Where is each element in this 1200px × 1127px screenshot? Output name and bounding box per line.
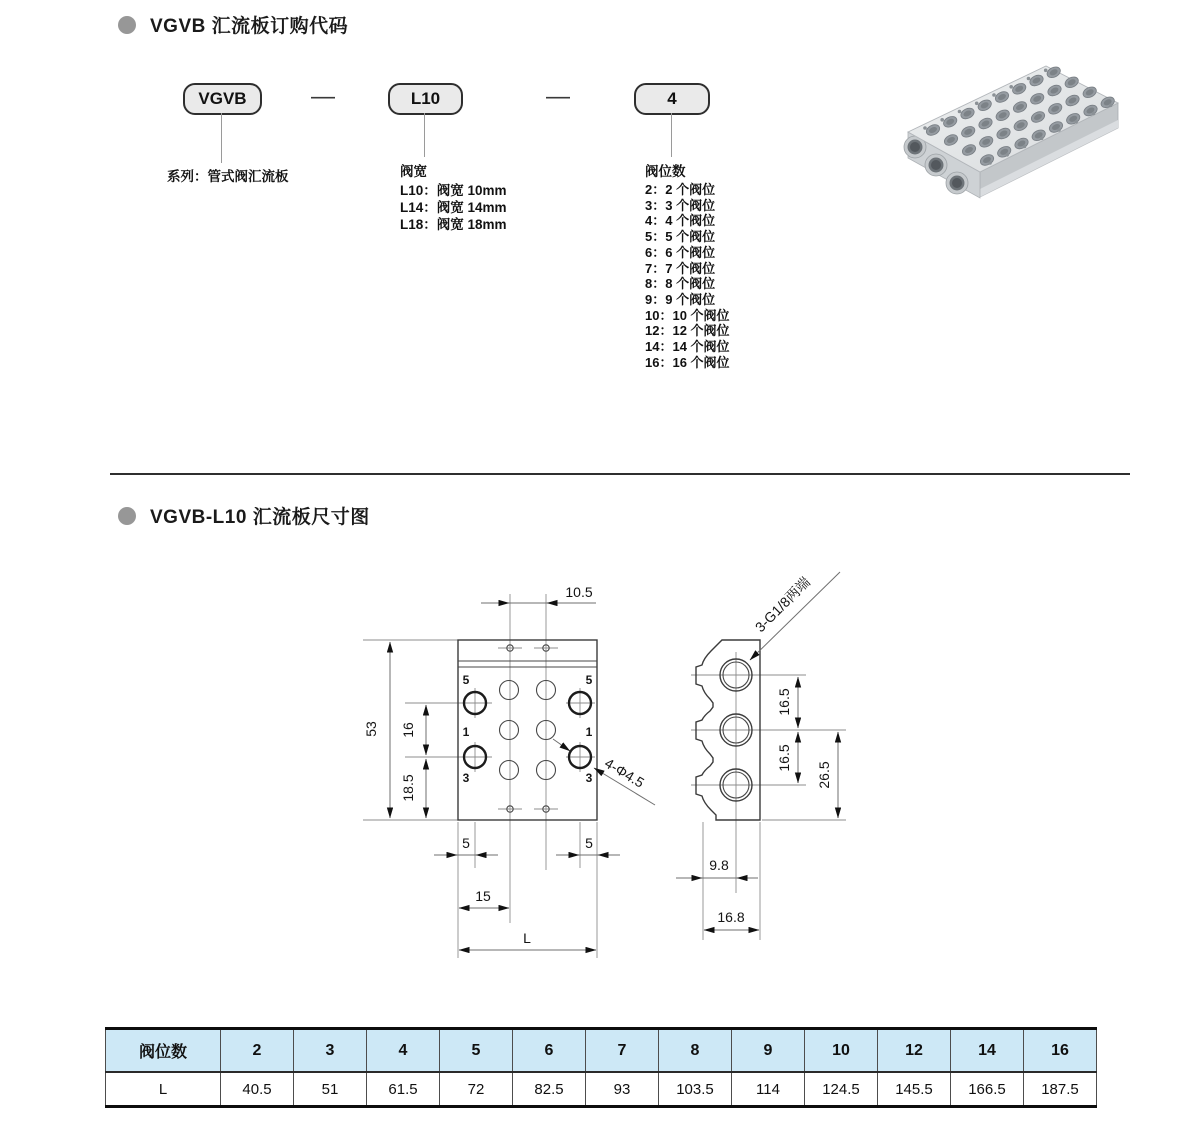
width-note-title: 阀宽 xyxy=(400,164,427,179)
table-cell: 40.5 xyxy=(221,1072,294,1107)
table-header-cell: 10 xyxy=(805,1029,878,1073)
code-dash: — xyxy=(546,83,570,110)
product-photo-manifold xyxy=(888,56,1133,266)
dim-16: 16 xyxy=(400,722,416,738)
series-note: 系列：管式阀汇流板 xyxy=(167,169,289,184)
table-cell: 114 xyxy=(732,1072,805,1107)
table-header-cell: 4 xyxy=(367,1029,440,1073)
dim-165b: 16.5 xyxy=(776,744,792,772)
table-cell: 187.5 xyxy=(1024,1072,1097,1107)
port-label: 1 xyxy=(585,725,593,739)
table-header-cell: 9 xyxy=(732,1029,805,1073)
connector-line xyxy=(671,113,672,157)
table-header-cell: 6 xyxy=(513,1029,586,1073)
length-table xyxy=(105,1027,1097,1108)
dim-15: 15 xyxy=(475,888,491,904)
positions-option: 4：4 个阀位 xyxy=(645,213,716,229)
dim-5-left: 5 xyxy=(462,835,470,851)
positions-option: 8：8 个阀位 xyxy=(645,276,716,292)
positions-option: 6：6 个阀位 xyxy=(645,244,716,260)
width-option: L10：阀宽 10mm xyxy=(400,183,507,198)
table-header-cell: 12 xyxy=(878,1029,951,1073)
table-cell: 103.5 xyxy=(659,1072,732,1107)
table-cell: 166.5 xyxy=(951,1072,1024,1107)
table-header-cell: 2 xyxy=(221,1029,294,1073)
front-view xyxy=(363,584,655,958)
table-header-cell: 5 xyxy=(440,1029,513,1073)
hole-note: 4-Φ4.5 xyxy=(601,754,648,791)
table-header-row xyxy=(106,1029,1097,1073)
table-cell: 93 xyxy=(586,1072,659,1107)
table-header-cell: 8 xyxy=(659,1029,732,1073)
table-cell: 72 xyxy=(440,1072,513,1107)
section-bullet-icon xyxy=(118,507,136,525)
width-option: L18：阀宽 18mm xyxy=(400,217,507,232)
thread-note: 3-G1/8两端 xyxy=(751,573,814,636)
positions-option: 14：14 个阀位 xyxy=(645,339,730,355)
positions-option: 7：7 个阀位 xyxy=(645,260,716,276)
table-cell: 124.5 xyxy=(805,1072,878,1107)
dim-L: L xyxy=(523,930,531,946)
positions-option: 16：16 个阀位 xyxy=(645,354,730,370)
dim-5-right: 5 xyxy=(585,835,593,851)
port-label: 5 xyxy=(462,673,470,687)
code-box-width: L10 xyxy=(388,83,463,115)
positions-note-block xyxy=(645,160,730,370)
width-option: L14：阀宽 14mm xyxy=(400,200,507,215)
code-box-positions: 4 xyxy=(634,83,710,115)
table-cell: 82.5 xyxy=(513,1072,586,1107)
positions-option: 12：12 个阀位 xyxy=(645,323,730,339)
connector-line xyxy=(424,113,425,157)
section-bullet-icon xyxy=(118,16,136,34)
table-header-cell: 7 xyxy=(586,1029,659,1073)
positions-option: 9：9 个阀位 xyxy=(645,291,716,307)
width-note-block xyxy=(400,160,507,233)
code-dash: — xyxy=(311,83,335,110)
table-cell: 51 xyxy=(294,1072,367,1107)
dim-265: 26.5 xyxy=(816,761,832,789)
section-divider xyxy=(110,473,1130,475)
connector-line xyxy=(221,113,222,163)
dim-98: 9.8 xyxy=(709,857,729,873)
side-view xyxy=(676,572,846,940)
table-header-cell: 3 xyxy=(294,1029,367,1073)
port-label: 3 xyxy=(462,771,470,785)
port-label: 1 xyxy=(462,725,470,739)
dimension-drawing xyxy=(340,540,900,990)
dim-height: 53 xyxy=(363,721,379,737)
dim-165a: 16.5 xyxy=(776,688,792,716)
table-header-cell: 14 xyxy=(951,1029,1024,1073)
positions-option: 2：2 个阀位 xyxy=(645,182,716,197)
table-header-cell: 16 xyxy=(1024,1029,1097,1073)
ordering-section-title: VGVB 汇流板订购代码 xyxy=(150,16,349,37)
table-cell: 145.5 xyxy=(878,1072,951,1107)
table-row-label: L xyxy=(106,1072,221,1107)
dimension-section-title: VGVB-L10 汇流板尺寸图 xyxy=(150,507,370,528)
ordering-section-header xyxy=(118,11,348,38)
dim-168: 16.8 xyxy=(717,909,745,925)
table-header-cell: 阀位数 xyxy=(106,1029,221,1073)
dim-pitch: 10.5 xyxy=(565,584,593,600)
positions-option: 10：10 个阀位 xyxy=(645,307,730,323)
positions-option: 5：5 个阀位 xyxy=(645,229,716,245)
dim-185: 18.5 xyxy=(400,774,416,802)
positions-note-title: 阀位数 xyxy=(645,164,686,179)
port-label: 5 xyxy=(585,673,593,687)
positions-option: 3：3 个阀位 xyxy=(645,197,716,213)
dimension-section-header xyxy=(118,502,370,529)
port-label: 3 xyxy=(585,771,593,785)
table-cell: 61.5 xyxy=(367,1072,440,1107)
code-box-series: VGVB xyxy=(183,83,262,115)
table-data-row xyxy=(106,1072,1097,1107)
